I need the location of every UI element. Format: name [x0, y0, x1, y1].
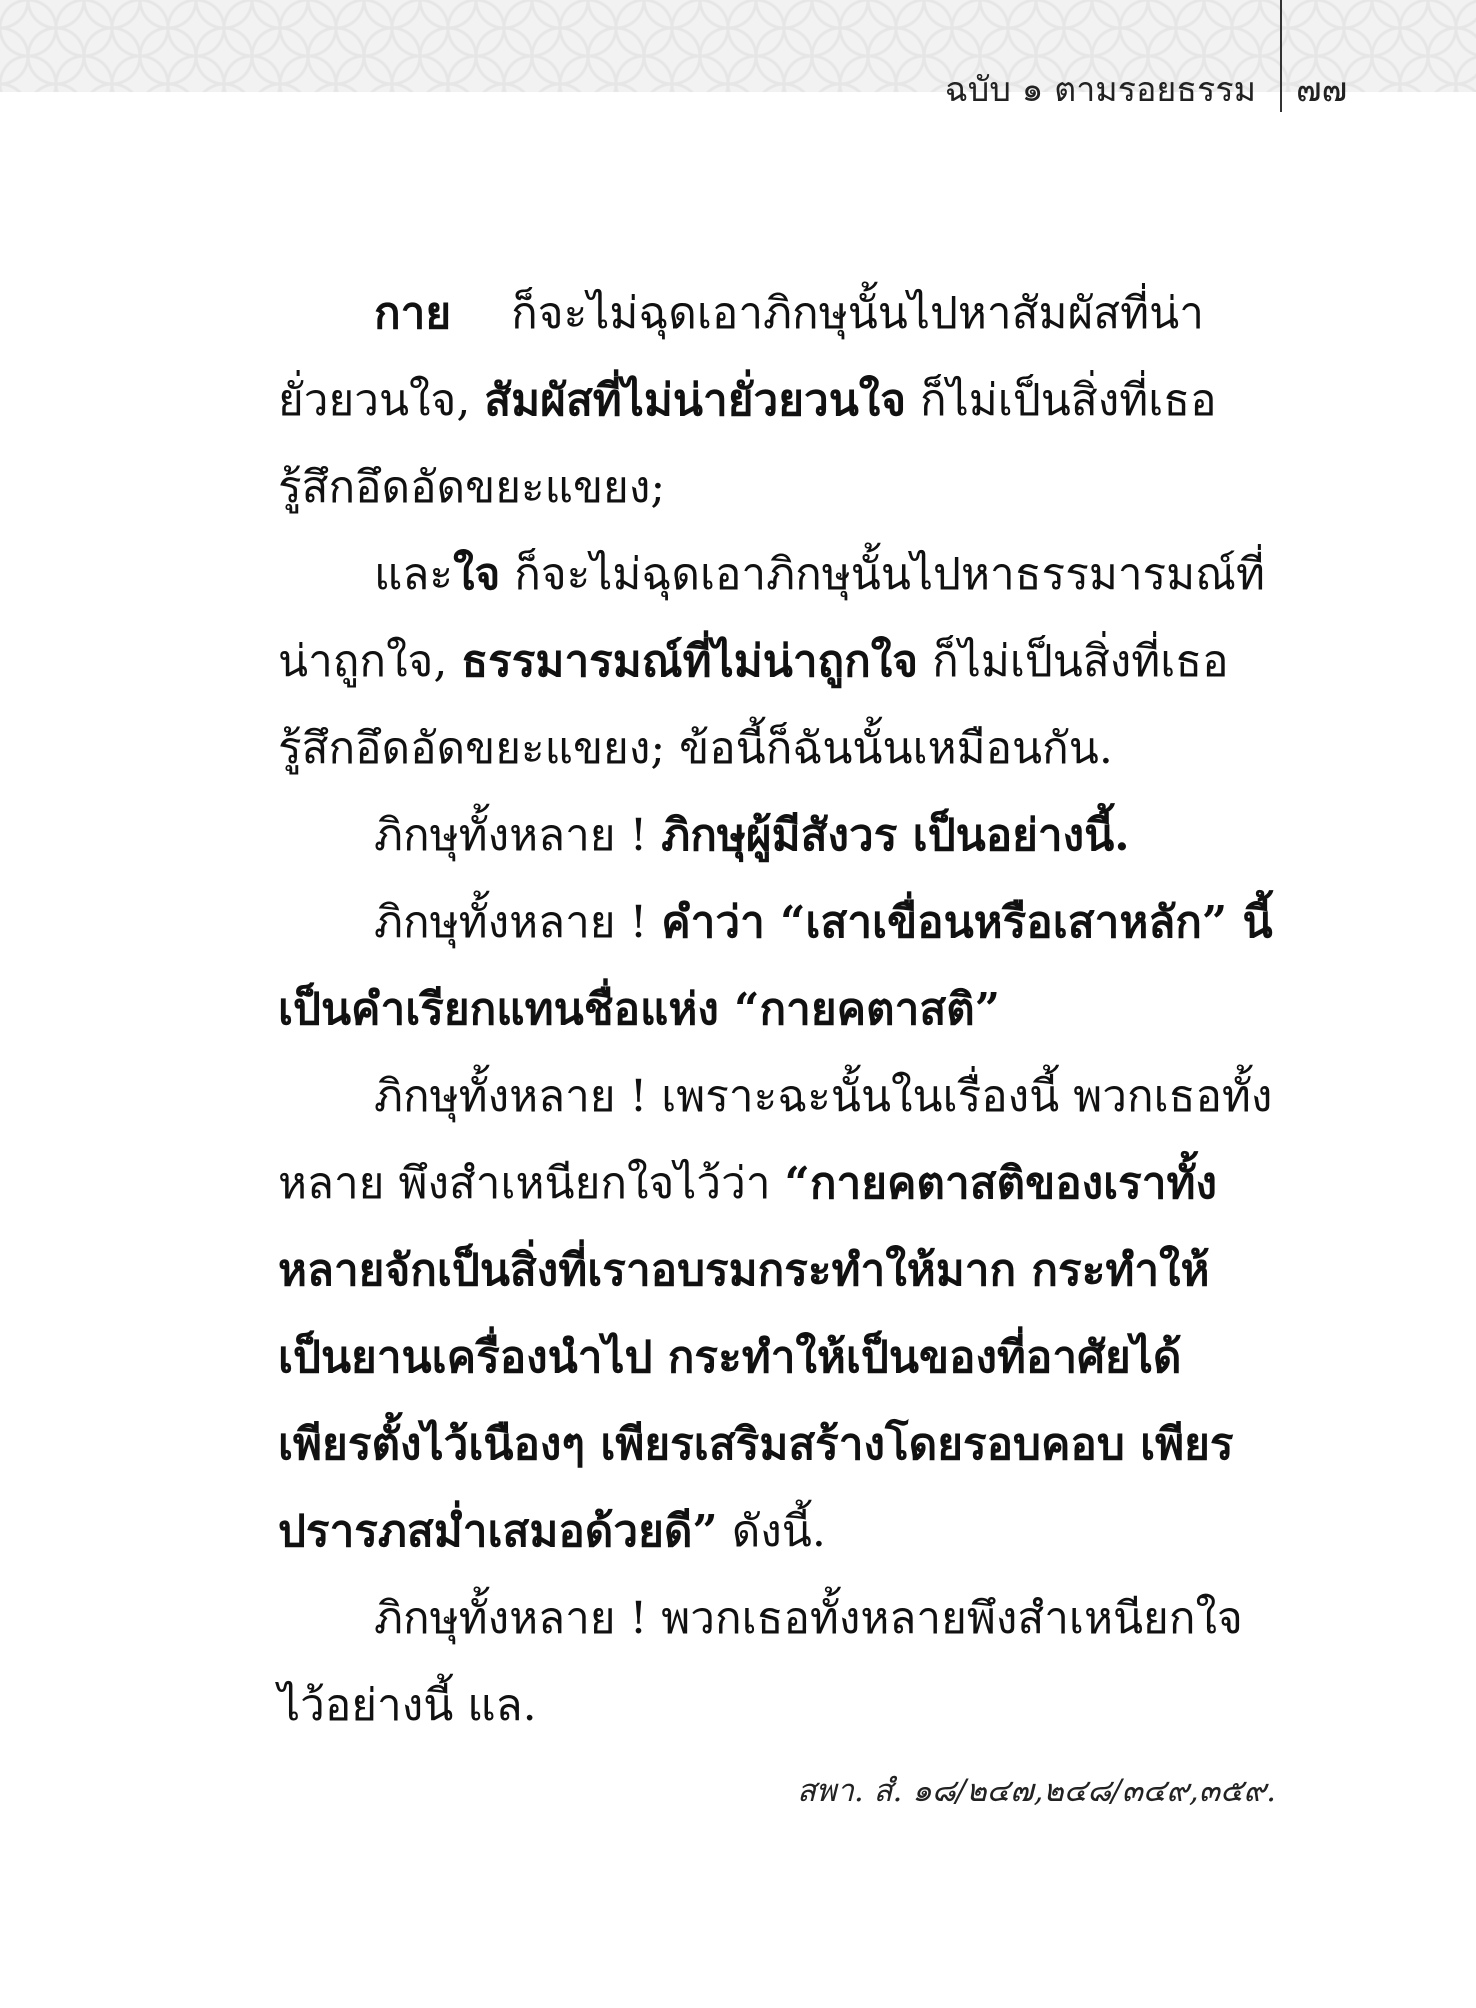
citation-reference: สพา. สํ. ๑๘/๒๔๗,๒๔๘/๓๔๙,๓๕๙. — [797, 1773, 1276, 1809]
paragraph-text: ก็ไม่เป็นสิ่งที่เธอรู้สึกอึดอัดขยะแขยง; — [278, 375, 1217, 513]
bold-quote: “กายคตาสติของเราทั้งหลายจักเป็นสิ่งที่เราอบรมกระทำให้มาก กระทำให้เป็นยานเครื่องนำไป กระทำให้เป็นของที่อาศัยได้ เพียรตั้งไว้เนืองๆ เพียรเสริมสร้างโดยรอบคอบ เพียรปรารภสม่ำเสมอด้วยดี” — [278, 1158, 1234, 1557]
paragraph-text: ภิกษุทั้งหลาย ! — [374, 897, 662, 948]
paragraph-restraint — [278, 792, 1276, 879]
paragraph-jai — [278, 531, 1276, 792]
paragraph-text: ดังนี้. — [717, 1506, 826, 1557]
running-title: ฉบับ ๑ ตามรอยธรรม — [944, 70, 1256, 110]
body-text — [278, 270, 1276, 1749]
paragraph-text: ก็จะไม่ฉุดเอาภิกษุนั้นไปหาสัมผัสที่น่ายั่วยวนใจ, — [278, 288, 1204, 426]
paragraph-text: ก็จะไม่ฉุดเอาภิกษุนั้นไปหาธรรมารมณ์ที่น่าถูกใจ, — [278, 549, 1265, 687]
term-kaya: กาย — [374, 288, 452, 339]
paragraph-closing — [278, 1575, 1276, 1749]
paragraph-text: ภิกษุทั้งหลาย ! — [374, 810, 662, 861]
paragraph-text: ก็ไม่เป็นสิ่งที่เธอรู้สึกอึดอัดขยะแขยง; ข้อนี้ก็ฉันนั้นเหมือนกัน. — [278, 636, 1229, 774]
paragraph-training — [278, 1053, 1276, 1575]
paragraph-kaya — [278, 270, 1276, 531]
bold-phrase: สัมผัสที่ไม่น่ายั่วยวนใจ — [484, 375, 907, 426]
header-divider — [1280, 0, 1282, 112]
page-number: ๗๗ — [1296, 70, 1348, 110]
bold-phrase: คำว่า “เสาเขื่อนหรือเสาหลัก” นี้เป็นคำเรียกแทนชื่อแห่ง “กายคตาสติ” — [278, 897, 1273, 1035]
bold-phrase: ภิกษุผู้มีสังวร เป็นอย่างนี้. — [661, 810, 1130, 861]
paragraph-text: และ — [374, 549, 453, 600]
paragraph-text: ภิกษุทั้งหลาย ! พวกเธอทั้งหลายพึงสำเหนียกใจไว้อย่างนี้ แล. — [278, 1593, 1243, 1731]
term-jai: ใจ — [452, 549, 501, 600]
paragraph-text: ภิกษุทั้งหลาย ! เพราะฉะนั้นในเรื่องนี้ พวกเธอทั้งหลาย พึงสำเหนียกใจไว้ว่า — [278, 1071, 1273, 1209]
bold-phrase: ธรรมารมณ์ที่ไม่น่าถูกใจ — [461, 636, 919, 687]
paragraph-pillar — [278, 879, 1276, 1053]
